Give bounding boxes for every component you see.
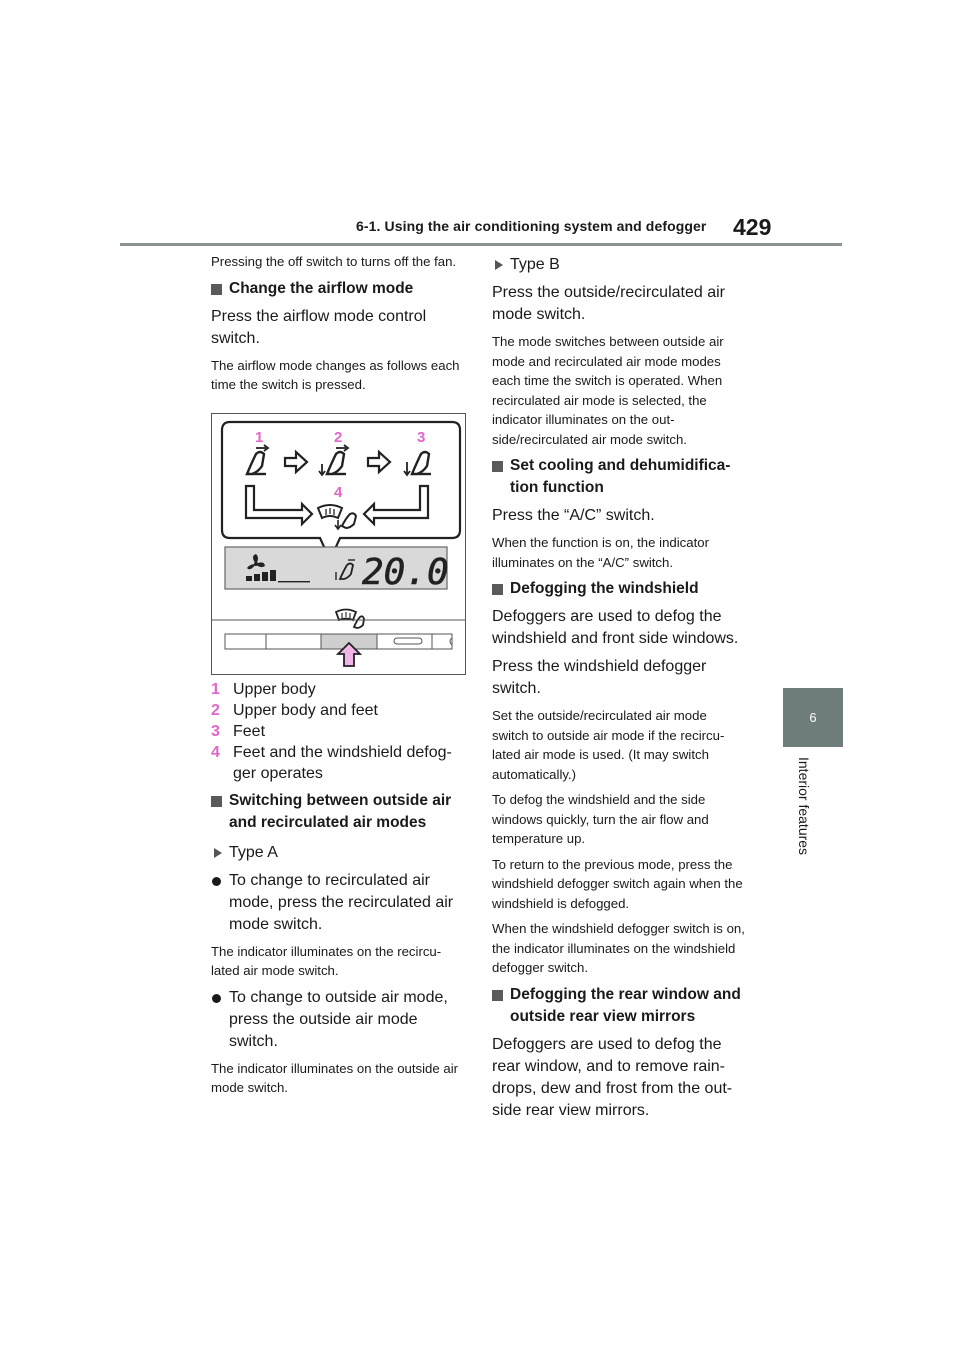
heading-rear: Defogging the rear window and outside rear view mirrors bbox=[492, 984, 747, 1028]
type-a-label: Type A bbox=[211, 842, 466, 864]
windshield-note-1: Set the outside/recirculated air mode switch to outside air mode if the recircu-lated air mode is used. (It may switch automatically.) bbox=[492, 708, 725, 782]
square-bullet-icon bbox=[211, 284, 222, 295]
defog-feet-indicator-icon bbox=[336, 609, 364, 628]
airflow-body: Press the airflow mode control switch. bbox=[211, 307, 427, 347]
chapter-tab[interactable]: 6 bbox=[783, 688, 843, 747]
square-bullet-icon bbox=[211, 796, 222, 807]
airflow-diagram bbox=[212, 414, 465, 674]
airflow-note: The airflow mode changes as follows each time the switch is pressed. bbox=[211, 357, 460, 392]
left-column bbox=[211, 252, 466, 1104]
type-b-label: Type B bbox=[492, 254, 747, 276]
header-rule bbox=[120, 243, 842, 246]
dot-bullet-icon bbox=[212, 994, 221, 1003]
type-b-body: Press the outside/recirculated air mode switch. bbox=[492, 284, 725, 323]
bullet-outside: To change to outside air mode, press the outside air mode switch. bbox=[211, 987, 466, 1053]
cooling-note: When the function is on, the indicator illuminates on the “A/C” switch. bbox=[492, 535, 709, 570]
heading-windshield: Defogging the windshield bbox=[492, 578, 747, 600]
triangle-bullet-icon bbox=[214, 848, 222, 858]
note-outside: The indicator illuminates on the outside air mode switch. bbox=[211, 1060, 459, 1095]
windshield-note-2: To defog the windshield and the side windows quickly, turn the air flow and temperature up. bbox=[492, 792, 709, 846]
legend-item-3: 3 Feet bbox=[211, 722, 266, 740]
intro-text: Pressing the off switch to turns off the fan. bbox=[211, 254, 457, 269]
page-number: 429 bbox=[733, 214, 772, 240]
cooling-body: Press the “A/C” switch. bbox=[492, 507, 655, 524]
mode-label-1: 1 bbox=[255, 428, 264, 446]
temperature-readout: 20.0 bbox=[362, 551, 449, 593]
mode-label-2: 2 bbox=[334, 428, 343, 446]
heading-switching: Switching between outside air and recirculated air modes bbox=[211, 790, 466, 834]
dot-bullet-icon bbox=[212, 877, 221, 886]
windshield-note-4: When the windshield defogger switch is on, the indicator illuminates on the windshield defogger switch. bbox=[492, 921, 745, 975]
airflow-figure bbox=[211, 413, 466, 675]
windshield-body-1: Defoggers are used to defog the windshield and front side windows. bbox=[492, 608, 739, 647]
windshield-body-2: Press the windshield defogger switch. bbox=[492, 658, 707, 697]
square-bullet-icon bbox=[492, 584, 503, 595]
triangle-bullet-icon bbox=[495, 260, 503, 270]
section-title: 6-1. Using the air conditioning system and defogger bbox=[356, 218, 707, 234]
square-bullet-icon bbox=[492, 990, 503, 1001]
bullet-recirculated: To change to recirculated air mode, press the recirculated air mode switch. bbox=[211, 870, 466, 936]
legend-item-4: 4 Feet and the windshield defog-ger operates bbox=[211, 743, 452, 782]
mode-label-4: 4 bbox=[334, 483, 343, 501]
right-column bbox=[492, 252, 747, 1128]
heading-airflow: Change the airflow mode bbox=[211, 278, 466, 300]
square-bullet-icon bbox=[492, 461, 503, 472]
heading-cooling: Set cooling and dehumidifica-tion function bbox=[492, 455, 747, 499]
note-recirculated: The indicator illuminates on the recircu-lated air mode switch. bbox=[211, 943, 442, 978]
legend-item-2: 2 Upper body and feet bbox=[211, 701, 378, 719]
legend-item-1: 1 Upper body bbox=[211, 680, 316, 698]
chapter-label: Interior features bbox=[796, 757, 812, 856]
mode-label-3: 3 bbox=[417, 428, 426, 446]
type-b-note: The mode switches between outside air mode and recirculated air mode modes each time the switch is operated. When recirculated air mode is selected, the indicator illuminates on the out-side/recirculated air mode switch. bbox=[492, 334, 724, 447]
rear-body: Defoggers are used to defog the rear window, and to remove rain-drops, dew and frost from the out-side rear view mirrors. bbox=[492, 1035, 733, 1119]
windshield-note-3: To return to the previous mode, press the windshield defogger switch again when the windshield is defogged. bbox=[492, 856, 743, 911]
